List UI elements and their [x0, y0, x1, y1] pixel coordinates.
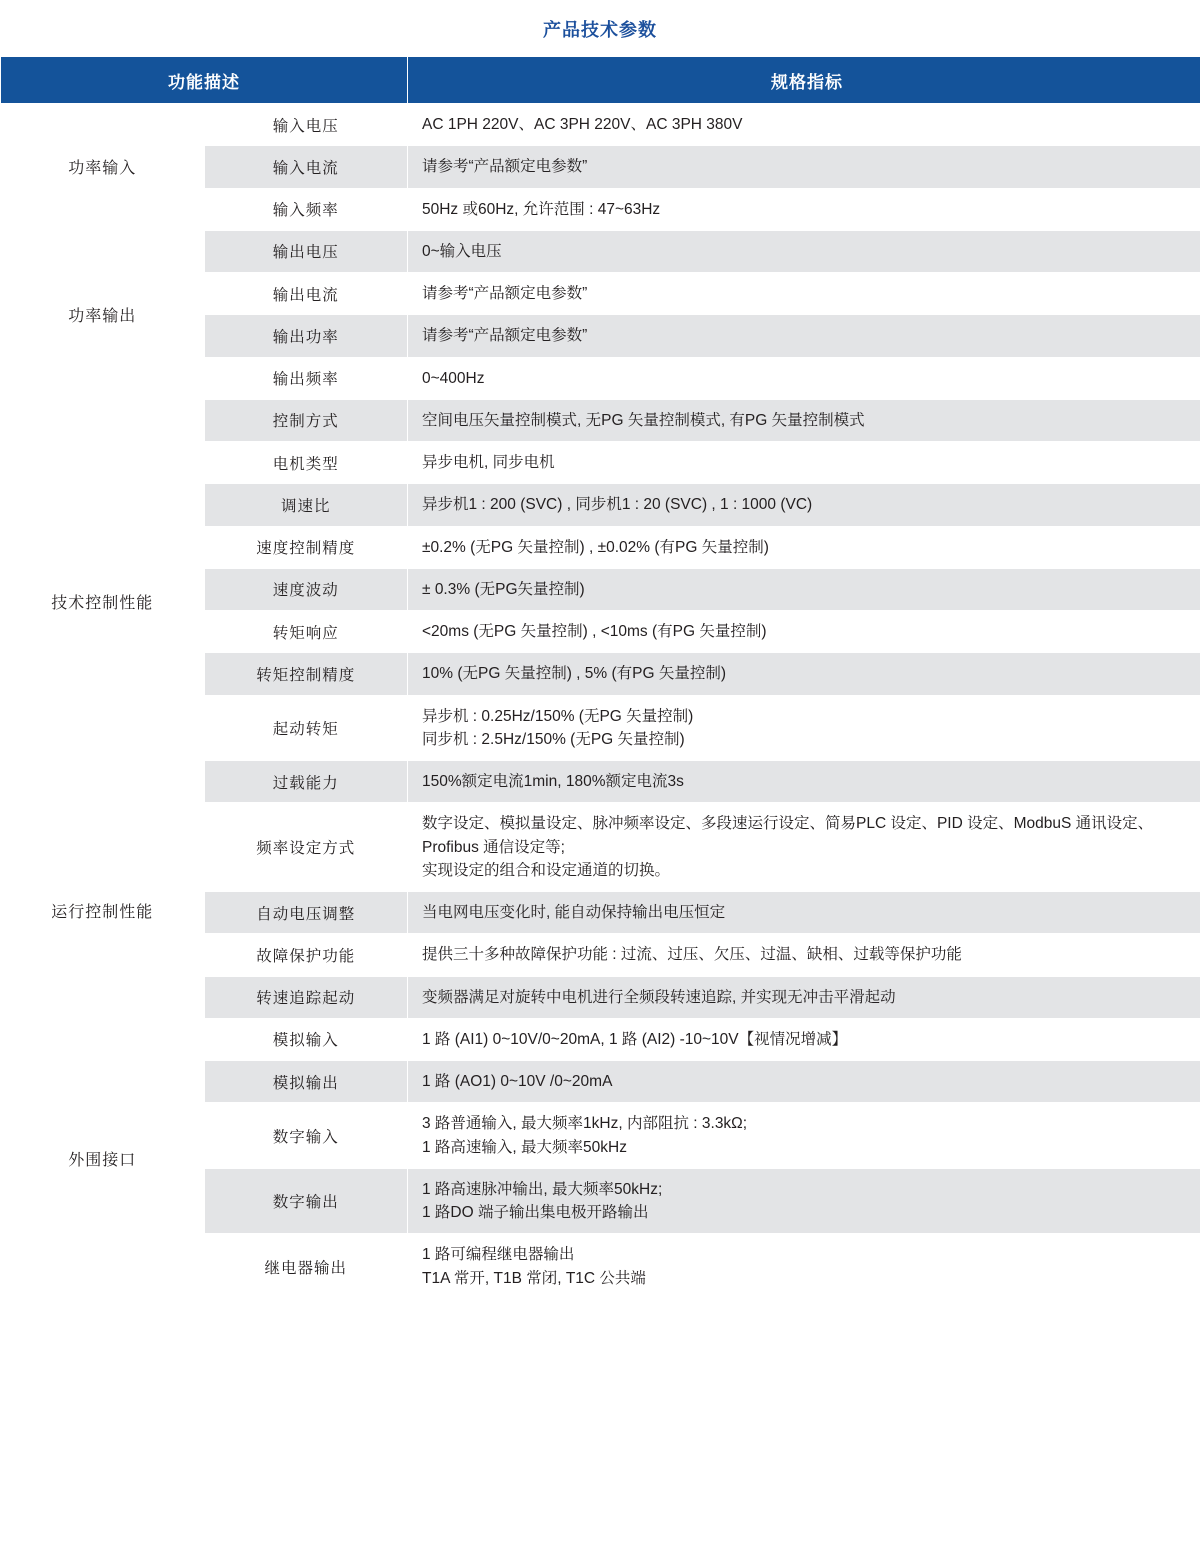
table-row [1, 1018, 1200, 1060]
spec-item-label: 输入电压 [204, 104, 408, 146]
spec-item-value [408, 892, 1200, 934]
spec-item-value [408, 230, 1200, 272]
spec-item-label: 转速追踪起动 [204, 976, 408, 1018]
spec-item-value [408, 1061, 1200, 1103]
spec-item-label: 速度控制精度 [204, 526, 408, 568]
column-header-spec: 规格指标 [408, 57, 1200, 104]
table-row [1, 230, 1200, 272]
spec-item-label: 输出电流 [204, 273, 408, 315]
spec-value-line: 50Hz 或60Hz, 允许范围 : 47~63Hz [422, 200, 661, 218]
spec-item-value [408, 188, 1200, 230]
spec-value-line: 1 路高速输入, 最大频率50kHz [422, 1138, 627, 1156]
spec-item-value [408, 315, 1200, 357]
table-body [1, 104, 1200, 1300]
spec-value-line: 实现设定的组合和设定通道的切换。 [422, 861, 671, 879]
table-row [1, 803, 1200, 892]
spec-value-line: <20ms (无PG 矢量控制) , <10ms (有PG 矢量控制) [422, 623, 767, 640]
spec-item-value [408, 653, 1200, 695]
spec-value-line: 数字设定、模拟量设定、脉冲频率设定、多段速运行设定、简易PLC 设定、PID 设定、ModbuS 通讯设定、Profibus 通信设定等; [422, 815, 1154, 856]
spec-item-value [408, 1234, 1200, 1300]
spec-item-label: 模拟输入 [204, 1018, 408, 1060]
group-label: 外围接口 [1, 1018, 205, 1299]
spec-item-value [408, 803, 1200, 892]
spec-item-value [408, 1018, 1200, 1060]
spec-value-line: 0~400Hz [422, 369, 485, 387]
spec-table [0, 56, 1200, 1300]
group-label: 运行控制性能 [1, 803, 205, 1019]
spec-value-line: 1 路可编程继电器输出 [422, 1246, 575, 1264]
spec-item-label: 继电器输出 [204, 1234, 408, 1300]
spec-value-line: 1 路 (AI1) 0~10V/0~20mA, 1 路 (AI2) -10~10V【视情况增减】 [422, 1030, 848, 1048]
spec-value-line: 请参考“产品额定电参数” [422, 158, 588, 176]
spec-value-line: 0~输入电压 [422, 242, 502, 260]
spec-value-line: 提供三十多种故障保护功能 : 过流、过压、欠压、过温、缺相、过载等保护功能 [422, 946, 962, 964]
spec-item-value [408, 526, 1200, 568]
spec-item-label: 起动转矩 [204, 695, 408, 761]
spec-value-line: 1 路 (AO1) 0~10V /0~20mA [422, 1073, 613, 1090]
spec-item-label: 数字输入 [204, 1103, 408, 1169]
spec-value-line: 150%额定电流1min, 180%额定电流3s [422, 773, 684, 790]
spec-item-value [408, 1168, 1200, 1234]
spec-item-label: 过载能力 [204, 761, 408, 803]
spec-value-line: ± 0.3% (无PG矢量控制) [422, 580, 585, 598]
group-label: 功率输入 [1, 104, 205, 231]
spec-item-value [408, 1103, 1200, 1169]
spec-item-label: 自动电压调整 [204, 892, 408, 934]
group-label: 功率输出 [1, 230, 205, 399]
spec-item-value [408, 611, 1200, 653]
spec-item-label: 控制方式 [204, 399, 408, 441]
spec-value-line: 1 路DO 端子输出集电极开路输出 [422, 1204, 649, 1221]
spec-item-label: 速度波动 [204, 568, 408, 610]
spec-item-value [408, 568, 1200, 610]
spec-item-value [408, 484, 1200, 526]
spec-item-label: 故障保护功能 [204, 934, 408, 976]
spec-item-value [408, 146, 1200, 188]
spec-item-label: 电机类型 [204, 442, 408, 484]
spec-item-label: 输入频率 [204, 188, 408, 230]
spec-item-label: 输入电流 [204, 146, 408, 188]
spec-value-line: 异步电机, 同步电机 [422, 454, 555, 471]
spec-value-line: 1 路高速脉冲输出, 最大频率50kHz; [422, 1180, 663, 1198]
spec-value-line: 变频器满足对旋转中电机进行全频段转速追踪, 并实现无冲击平滑起动 [422, 988, 896, 1006]
spec-value-line: 异步机 : 0.25Hz/150% (无PG 矢量控制) [422, 707, 694, 725]
spec-value-line: 请参考“产品额定电参数” [422, 285, 588, 302]
spec-item-label: 转矩响应 [204, 611, 408, 653]
spec-item-label: 输出频率 [204, 357, 408, 399]
header-row [1, 57, 1200, 104]
spec-item-value [408, 104, 1200, 146]
spec-value-line: 同步机 : 2.5Hz/150% (无PG 矢量控制) [422, 730, 685, 748]
spec-item-label: 输出功率 [204, 315, 408, 357]
spec-value-line: 请参考“产品额定电参数” [422, 327, 588, 345]
spec-item-value [408, 357, 1200, 399]
spec-item-value [408, 695, 1200, 761]
spec-item-value [408, 976, 1200, 1018]
spec-item-label: 调速比 [204, 484, 408, 526]
table-row [1, 104, 1200, 146]
spec-value-line: 当电网电压变化时, 能自动保持输出电压恒定 [422, 904, 726, 921]
group-label: 技术控制性能 [1, 399, 205, 803]
page-title: 产品技术参数 [543, 20, 657, 40]
table-row [1, 399, 1200, 441]
spec-item-value [408, 399, 1200, 441]
spec-value-line: AC 1PH 220V、AC 3PH 220V、AC 3PH 380V [422, 116, 743, 133]
spec-item-value [408, 442, 1200, 484]
spec-item-label: 模拟输出 [204, 1061, 408, 1103]
spec-item-label: 输出电压 [204, 230, 408, 272]
spec-item-label: 转矩控制精度 [204, 653, 408, 695]
spec-item-value [408, 934, 1200, 976]
spec-value-line: T1A 常开, T1B 常闭, T1C 公共端 [422, 1269, 646, 1287]
spec-item-value [408, 761, 1200, 803]
spec-value-line: 3 路普通输入, 最大频率1kHz, 内部阻抗 : 3.3kΩ; [422, 1115, 748, 1133]
spec-item-label: 数字输出 [204, 1168, 408, 1234]
column-header-function: 功能描述 [1, 57, 408, 104]
spec-value-line: 空间电压矢量控制模式, 无PG 矢量控制模式, 有PG 矢量控制模式 [422, 411, 865, 429]
spec-item-label: 频率设定方式 [204, 803, 408, 892]
spec-item-value [408, 273, 1200, 315]
table-header [1, 57, 1200, 104]
spec-value-line: 10% (无PG 矢量控制) , 5% (有PG 矢量控制) [422, 665, 727, 683]
spec-value-line: ±0.2% (无PG 矢量控制) , ±0.02% (有PG 矢量控制) [422, 538, 769, 556]
spec-value-line: 异步机1 : 200 (SVC) , 同步机1 : 20 (SVC) , 1 : 1000 (VC) [422, 496, 813, 514]
